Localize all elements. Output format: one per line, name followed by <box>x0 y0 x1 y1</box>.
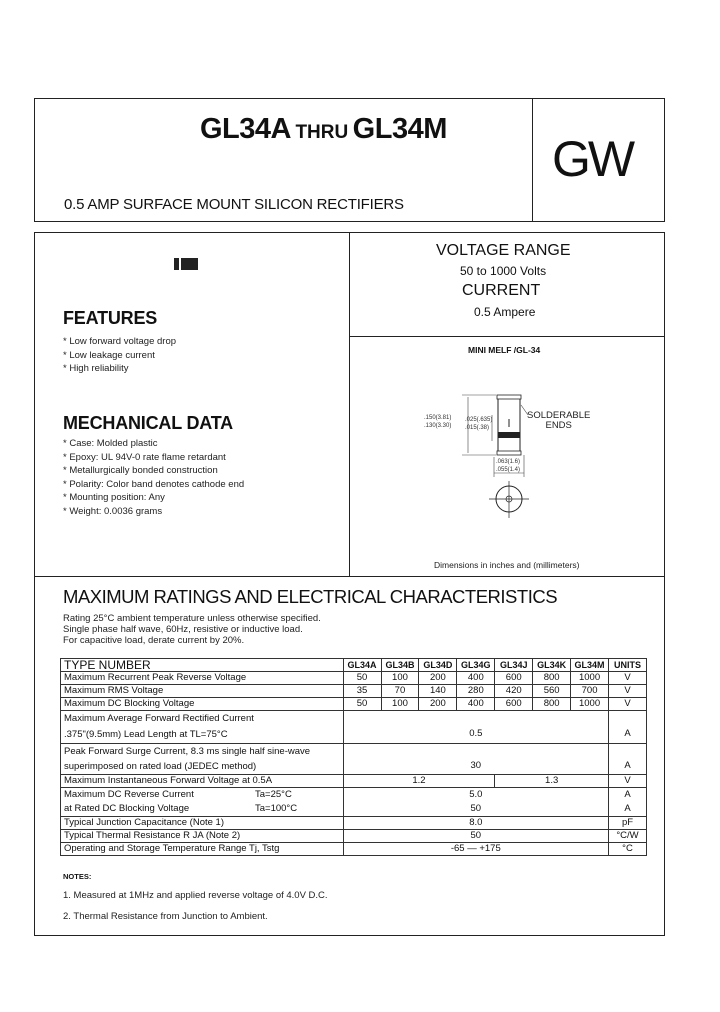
info-divider <box>349 232 350 577</box>
row-label-line: at Rated DC Blocking Voltage <box>64 803 190 814</box>
table-row <box>61 711 647 744</box>
table-cell: 0.5 <box>343 711 608 744</box>
table-cell: 700 <box>571 685 609 698</box>
table-cell: 420 <box>495 685 533 698</box>
table-cell: 280 <box>457 685 495 698</box>
mechanical-heading: MECHANICAL DATA <box>63 413 233 433</box>
table-cell: 35 <box>343 685 381 698</box>
solderable-label: SOLDERABLE ENDS <box>527 410 591 431</box>
unit-cell: V <box>609 685 647 698</box>
row-label: Typical Junction Capacitance (Note 1) <box>61 817 344 830</box>
table-cell: 560 <box>533 685 571 698</box>
notes-title: NOTES: <box>63 872 92 881</box>
title-part2: GL34M <box>352 113 447 145</box>
dim-body: .025(.635) .015(.38) <box>465 417 493 431</box>
table-row <box>61 830 647 843</box>
table-row <box>61 685 647 698</box>
table-cell: 30 <box>343 744 608 775</box>
column-header: GL34G <box>457 659 495 672</box>
mechanical-list <box>63 437 244 519</box>
row-label-line: .375"(9.5mm) Lead Length at TL=75°C <box>64 729 228 740</box>
unit-cell: °C/W <box>609 830 647 843</box>
mechanical-item: * Mounting position: Any <box>63 492 165 504</box>
current-value: 0.5 Ampere <box>474 305 536 319</box>
features-heading: FEATURES <box>63 308 158 328</box>
table-cell: 1.3 <box>495 775 609 788</box>
table-cell: 70 <box>381 685 419 698</box>
table-cell: 50 <box>343 830 608 843</box>
ir-value-100c: 50 <box>470 803 482 814</box>
table-cell: 100 <box>381 698 419 711</box>
feature-item: * Low forward voltage drop <box>63 336 177 347</box>
table-cell: 140 <box>419 685 457 698</box>
column-header: GL34B <box>381 659 419 672</box>
ratings-note: Single phase half wave, 60Hz, resistive or inductive load. <box>63 624 303 635</box>
row-label: Typical Thermal Resistance R JA (Note 2) <box>61 830 344 843</box>
table-cell: 100 <box>381 672 419 685</box>
type-number-header: TYPE NUMBER <box>61 659 344 672</box>
feature-item: * High reliability <box>63 363 129 375</box>
table-cell: 400 <box>457 698 495 711</box>
unit-cell: V <box>609 698 647 711</box>
table-cell: 600 <box>495 698 533 711</box>
table-cell: 200 <box>419 698 457 711</box>
subtitle: 0.5 AMP SURFACE MOUNT SILICON RECTIFIERS <box>64 196 404 213</box>
mechanical-item: * Weight: 0.0036 grams <box>63 505 163 517</box>
title-part1: GL34A <box>200 113 291 145</box>
row-label: Maximum RMS Voltage <box>61 685 344 698</box>
condition-label: Ta=25°C <box>255 789 292 800</box>
row-label: Maximum Recurrent Peak Reverse Voltage <box>61 672 344 685</box>
row-label: Operating and Storage Temperature Range Tj, Tstg <box>61 843 344 856</box>
unit-cell: °C <box>609 843 647 856</box>
table-row <box>61 775 647 788</box>
unit-cell <box>609 788 647 817</box>
column-header: GL34J <box>495 659 533 672</box>
mechanical-item: * Polarity: Color band denotes cathode end <box>63 478 245 490</box>
unit-cell: A <box>609 711 647 744</box>
footnote-2: 2. Thermal Resistance from Junction to Ambient. <box>63 911 268 922</box>
package-symbol-icon <box>174 258 198 270</box>
mechanical-item: * Metallurgically bonded construction <box>63 465 218 477</box>
table-row <box>61 672 647 685</box>
footnote-1: 1. Measured at 1MHz and applied reverse voltage of 4.0V D.C. <box>63 890 328 901</box>
table-row <box>61 788 647 817</box>
table-cell: 1.2 <box>343 775 495 788</box>
cathode-band <box>498 432 520 438</box>
unit-cell: V <box>609 672 647 685</box>
row-label-line: superimposed on rated load (JEDEC method) <box>64 761 257 772</box>
table-row <box>61 843 647 856</box>
current-heading: CURRENT <box>462 282 541 299</box>
table-cell: 400 <box>457 672 495 685</box>
table-cell: 1000 <box>571 672 609 685</box>
table-cell: 600 <box>495 672 533 685</box>
table-cell: 8.0 <box>343 817 608 830</box>
table-cell: 1000 <box>571 698 609 711</box>
column-header: GL34M <box>571 659 609 672</box>
row-label-line: Maximum Average Forward Rectified Current <box>64 713 254 724</box>
table-cell: 800 <box>533 698 571 711</box>
dim-left: .150(3.81) .130(3.30) <box>424 415 452 429</box>
row-label <box>61 711 344 744</box>
title-thru: THRU <box>295 122 349 143</box>
dim-lower: .063(1.6) .055(1.4) <box>496 459 521 473</box>
table-cell: 200 <box>419 672 457 685</box>
row-label: Maximum Instantaneous Forward Voltage at 0.5A <box>61 775 344 788</box>
table-row <box>61 744 647 775</box>
table-cell: 50 <box>343 672 381 685</box>
unit-cell: V <box>609 775 647 788</box>
condition-label: Ta=100°C <box>255 803 298 814</box>
range-divider <box>349 336 665 337</box>
page-title <box>200 113 447 146</box>
column-header: GL34D <box>419 659 457 672</box>
mechanical-item: * Epoxy: UL 94V-0 rate flame retardant <box>63 451 226 463</box>
column-header: GL34A <box>343 659 381 672</box>
row-label <box>61 788 344 817</box>
table-cell: -65 — +175 <box>343 843 608 856</box>
table-row <box>61 698 647 711</box>
ratings-note: For capacitive load, derate current by 20%. <box>63 635 245 646</box>
dimensions-note: Dimensions in inches and (millimeters) <box>434 560 580 570</box>
package-title: MINI MELF /GL-34 <box>468 345 541 355</box>
row-label <box>61 744 344 775</box>
voltage-heading: VOLTAGE RANGE <box>436 242 571 259</box>
logo-text: GW <box>552 131 633 187</box>
table-cell: 800 <box>533 672 571 685</box>
ir-unit-100c: A <box>624 803 631 814</box>
table-cell <box>343 788 608 817</box>
voltage-value: 50 to 1000 Volts <box>460 264 547 278</box>
spec-table <box>60 658 647 856</box>
table-row <box>61 817 647 830</box>
column-header: GL34K <box>533 659 571 672</box>
ir-value-25c: 5.0 <box>469 789 483 800</box>
features-list <box>63 335 176 376</box>
row-label-line: Maximum DC Reverse Current <box>64 789 194 800</box>
ratings-notes <box>63 613 321 646</box>
logo <box>552 132 632 186</box>
ir-unit-25c: A <box>624 789 631 800</box>
feature-item: * Low leakage current <box>63 349 155 361</box>
ratings-note: Rating 25°C ambient temperature unless otherwise specified. <box>63 613 321 624</box>
row-label-line: Peak Forward Surge Current, 8.3 ms single half sine-wave <box>64 746 311 757</box>
table-header-row <box>61 659 647 672</box>
unit-cell: A <box>609 744 647 775</box>
column-header: UNITS <box>609 659 647 672</box>
mechanical-item: * Case: Molded plastic <box>63 438 158 449</box>
unit-cell: pF <box>609 817 647 830</box>
row-label: Maximum DC Blocking Voltage <box>61 698 344 711</box>
ratings-heading: MAXIMUM RATINGS AND ELECTRICAL CHARACTERISTICS <box>63 586 558 607</box>
table-cell: 50 <box>343 698 381 711</box>
